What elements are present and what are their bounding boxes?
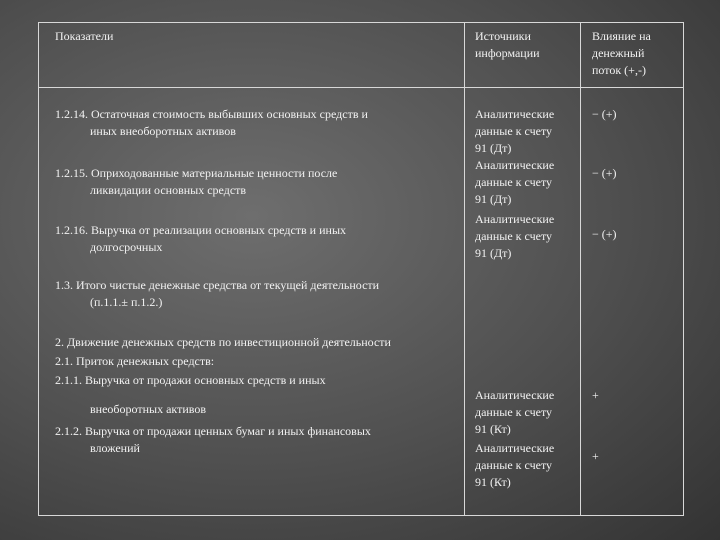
investing-effect-2: +: [592, 449, 599, 463]
row-indicator: 1.2.16. Выручка от реализации основных средств и иных долгосрочных: [55, 223, 347, 254]
row-effect: − (+): [592, 107, 617, 121]
column-divider: [464, 23, 465, 515]
investing-source-2: Аналитические данные к счету 91 (Кт): [475, 441, 555, 489]
row-effect: − (+): [592, 227, 617, 241]
investing-item-1: 2.1.1. Выручка от продажи основных средств и иных: [55, 373, 326, 387]
investing-inflow: 2.1. Приток денежных средств:: [55, 354, 215, 368]
total-row: 1.3. Итого чистые денежные средства от текущей деятельности (п.1.1.± п.1.2.): [55, 278, 380, 309]
investing-title: 2. Движение денежных средств по инвестиционной деятельности: [55, 335, 391, 349]
column-divider: [580, 23, 581, 515]
investing-item-1-cont: внеоборотных активов: [90, 402, 207, 416]
row-source: Аналитические данные к счету 91 (Дт): [475, 107, 555, 155]
header-indicators: Показатели: [55, 29, 114, 43]
row-indicator: 1.2.14. Остаточная стоимость выбывших основных средств и иных внеоборотных активов: [55, 107, 368, 138]
investing-effect-1: +: [592, 388, 599, 402]
header-sources: Источники информации: [475, 29, 540, 60]
investing-item-2: 2.1.2. Выручка от продажи ценных бумаг и иных финансовых вложений: [55, 424, 371, 455]
row-source: Аналитические данные к счету 91 (Дт): [475, 212, 555, 260]
header-divider: [39, 87, 683, 88]
investing-source-1: Аналитические данные к счету 91 (Кт): [475, 388, 555, 436]
row-source: Аналитические данные к счету 91 (Дт): [475, 158, 555, 206]
header-cashflow-effect: Влияние на денежный поток (+,-): [592, 29, 651, 77]
row-effect: − (+): [592, 166, 617, 180]
row-indicator: 1.2.15. Оприходованные материальные ценности после ликвидации основных средств: [55, 166, 338, 197]
